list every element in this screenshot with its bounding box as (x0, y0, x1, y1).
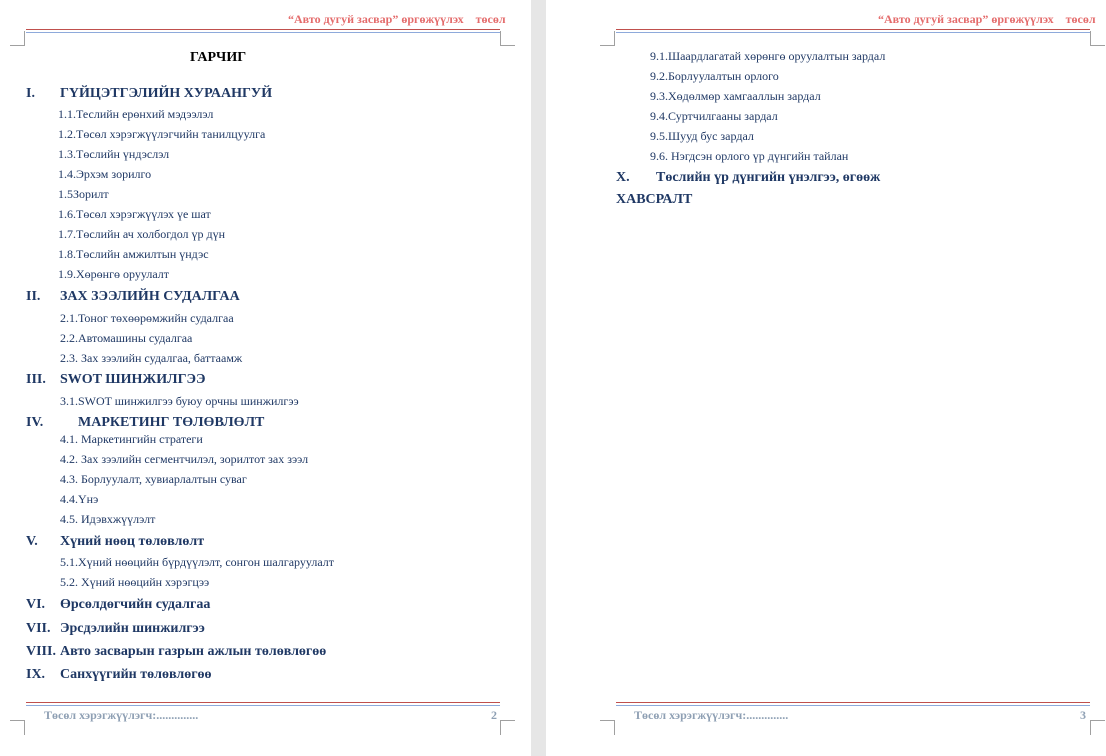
header-rule (26, 32, 500, 33)
toc-subitem[interactable]: 2.1.Тоног төхөөрөмжийн судалгаа (60, 311, 234, 325)
toc-subitem[interactable]: 9.5.Шууд бус зардал (650, 129, 754, 143)
footer-rule (26, 702, 500, 703)
footer-rule (616, 702, 1090, 703)
chapter-number: II. (26, 289, 41, 304)
crop-mark (10, 31, 25, 46)
chapter-number: V. (26, 534, 38, 549)
toc-subitem[interactable]: 5.1.Хүний нөөцийн бүрдүүлэлт, сонгон шалгаруулалт (60, 555, 335, 569)
toc-subitem[interactable]: 1.5Зорилт (58, 187, 109, 201)
footer-rule (26, 705, 500, 706)
toc-subitem[interactable]: 1.2.Төсөл хэрэгжүүлэгчийн танилцуулга (58, 127, 266, 141)
toc-subitem[interactable]: 9.1.Шаардлагатай хөрөнгө оруулалтын зардал (650, 49, 886, 63)
crop-mark (10, 720, 25, 735)
chapter-title: Санхүүгийн төлөвлөгөө (60, 667, 212, 682)
toc-chapter[interactable] (26, 621, 496, 639)
crop-mark (1090, 720, 1105, 735)
toc-subitem[interactable]: 1.6.Төсөл хэрэгжүүлэх үе шат (58, 207, 211, 221)
toc-subitem[interactable]: 1.4.Эрхэм зорилго (58, 167, 152, 181)
toc-subitem[interactable]: 1.8.Төслийн амжилтын үндэс (58, 247, 209, 261)
chapter-title: ГҮЙЦЭТГЭЛИЙН ХУРААНГУЙ (60, 86, 273, 101)
toc-subitem[interactable]: 3.1.SWOT шинжилгээ буюу орчны шинжилгээ (60, 394, 299, 408)
chapter-number: VIII. (26, 644, 56, 659)
toc-title: ГАРЧИГ (190, 50, 247, 65)
chapter-number: VII. (26, 621, 51, 636)
page-number: 3 (1080, 708, 1086, 722)
document-page-2 (0, 0, 531, 756)
toc-subitem[interactable]: 4.4.Үнэ (60, 492, 99, 506)
toc-chapter[interactable] (26, 289, 496, 307)
header-rule (26, 29, 500, 30)
toc-subitem[interactable]: 9.3.Хөдөлмөр хамгааллын зардал (650, 89, 821, 103)
toc-subitem[interactable]: 9.2.Борлуулалтын орлого (650, 69, 779, 83)
toc-chapter[interactable] (26, 86, 496, 104)
toc-chapter[interactable] (26, 644, 496, 662)
toc-subitem[interactable]: 1.3.Төслийн үндэслэл (58, 147, 170, 161)
toc-subitem[interactable]: 4.2. Зах зээлийн сегментчилэл, зорилтот зах зээл (60, 452, 309, 466)
footer-executor: Төсөл хэрэгжүүлэгч:.............. (44, 708, 199, 722)
chapter-title: Төслийн үр дүнгийн үнэлгээ, өгөөж (656, 170, 881, 185)
page-gap (531, 0, 546, 756)
chapter-title: Эрсдэлийн шинжилгээ (60, 621, 205, 636)
toc-chapter[interactable] (26, 415, 496, 433)
toc-chapter[interactable] (26, 597, 496, 615)
toc-appendix[interactable]: ХАВСРАЛТ (616, 192, 693, 207)
toc-subitem[interactable]: 1.7.Төслийн ач холбогдол үр дүн (58, 227, 226, 241)
footer-rule (616, 705, 1090, 706)
crop-mark (600, 720, 615, 735)
toc-subitem[interactable]: 2.2.Автомашины судалгаа (60, 331, 193, 345)
page-number: 2 (491, 708, 497, 722)
chapter-title: МАРКЕТИНГ ТӨЛӨВЛӨЛТ (78, 415, 265, 430)
toc-chapter[interactable] (616, 170, 1016, 188)
toc-subitem[interactable]: 4.3. Борлуулалт, хувиарлалтын суваг (60, 472, 247, 486)
chapter-number: VI. (26, 597, 46, 612)
chapter-title: Авто засварын газрын ажлын төлөвлөгөө (60, 644, 327, 659)
header-rule (616, 29, 1090, 30)
toc-subitem[interactable]: 1.9.Хөрөнгө оруулалт (58, 267, 169, 281)
chapter-number: III. (26, 372, 46, 387)
chapter-number: IV. (26, 415, 44, 430)
toc-subitem[interactable]: 5.2. Хүний нөөцийн хэрэгцээ (60, 575, 210, 589)
toc-subitem[interactable]: 2.3. Зах зээлийн судалгаа, баттаамж (60, 351, 243, 365)
chapter-number: X. (616, 170, 630, 185)
crop-mark (500, 720, 515, 735)
chapter-title: Хүний нөөц төлөвлөлт (60, 534, 205, 549)
toc-subitem[interactable]: 4.1. Маркетингийн стратеги (60, 432, 203, 446)
crop-mark (600, 31, 615, 46)
crop-mark (500, 31, 515, 46)
chapter-title: SWOT ШИНЖИЛГЭЭ (60, 372, 206, 387)
chapter-title: ЗАХ ЗЭЭЛИЙН СУДАЛГАА (60, 289, 240, 304)
toc-subitem[interactable]: 1.1.Теслийн ерөнхий мэдээлэл (58, 107, 214, 121)
chapter-number: I. (26, 86, 35, 101)
toc-subitem[interactable]: 4.5. Идэвхжүүлэлт (60, 512, 156, 526)
header-title: “Авто дугуй засвар” өргөжүүлэх төсөл (288, 12, 506, 26)
crop-mark (1090, 31, 1105, 46)
chapter-number: IX. (26, 667, 46, 682)
footer-executor: Төсөл хэрэгжүүлэгч:.............. (634, 708, 789, 722)
toc-subitem[interactable]: 9.6. Нэгдсэн орлого үр дүнгийн тайлан (650, 149, 849, 163)
toc-subitem[interactable]: 9.4.Суртчилгааны зардал (650, 109, 778, 123)
chapter-title: Өрсөлдөгчийн судалгаа (60, 597, 211, 612)
toc-chapter[interactable] (26, 667, 496, 685)
toc-chapter[interactable] (26, 534, 496, 552)
header-title: “Авто дугуй засвар” өргөжүүлэх төсөл (878, 12, 1096, 26)
toc-chapter[interactable] (26, 372, 496, 390)
header-rule (616, 32, 1090, 33)
document-page-3 (546, 0, 1106, 756)
